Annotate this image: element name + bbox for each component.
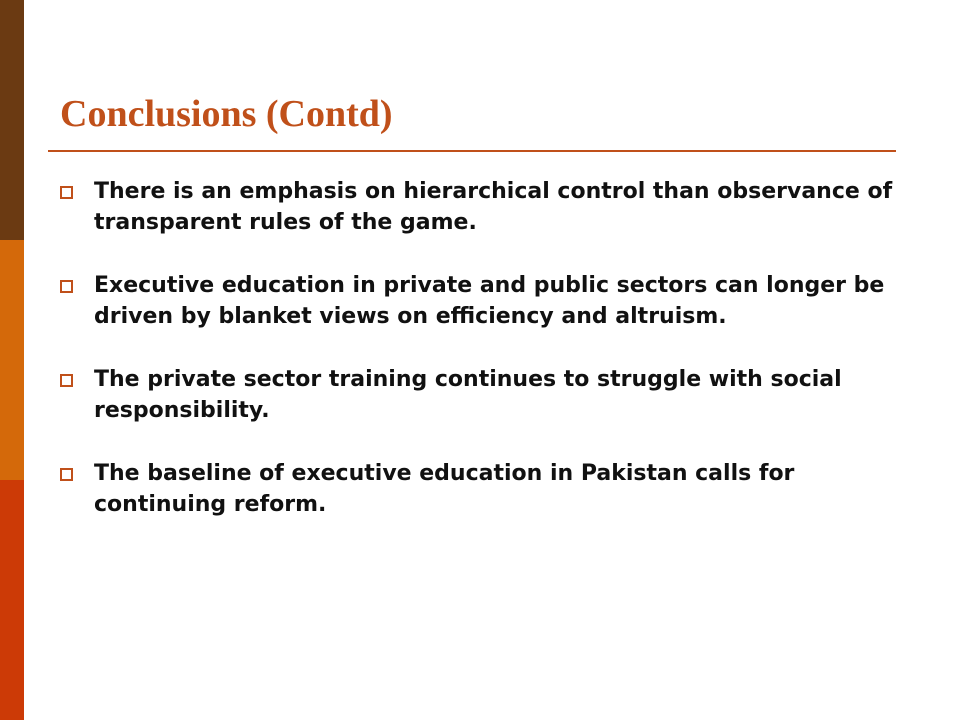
bullet-item [60, 458, 900, 520]
title-underline [48, 150, 896, 152]
bullet-text: There is an emphasis on hierarchical control than observance of transparent rules of the game. [94, 179, 893, 235]
square-bullet-icon [60, 280, 73, 293]
bullet-item [60, 364, 900, 426]
bullet-list [60, 176, 900, 552]
bullet-text: The baseline of executive education in Pakistan calls for continuing reform. [94, 461, 795, 517]
bullet-text: Executive education in private and public sectors can longer be driven by blanket views on efficiency and altruism. [94, 273, 885, 329]
bullet-item [60, 270, 900, 332]
bullet-text: The private sector training continues to struggle with social responsibility. [94, 367, 842, 423]
square-bullet-icon [60, 468, 73, 481]
side-bar-bottom [0, 480, 24, 720]
side-bar-top [0, 0, 24, 240]
side-bar-middle [0, 240, 24, 480]
square-bullet-icon [60, 374, 73, 387]
square-bullet-icon [60, 186, 73, 199]
bullet-item [60, 176, 900, 238]
slide-title: Conclusions (Contd) [60, 93, 393, 135]
